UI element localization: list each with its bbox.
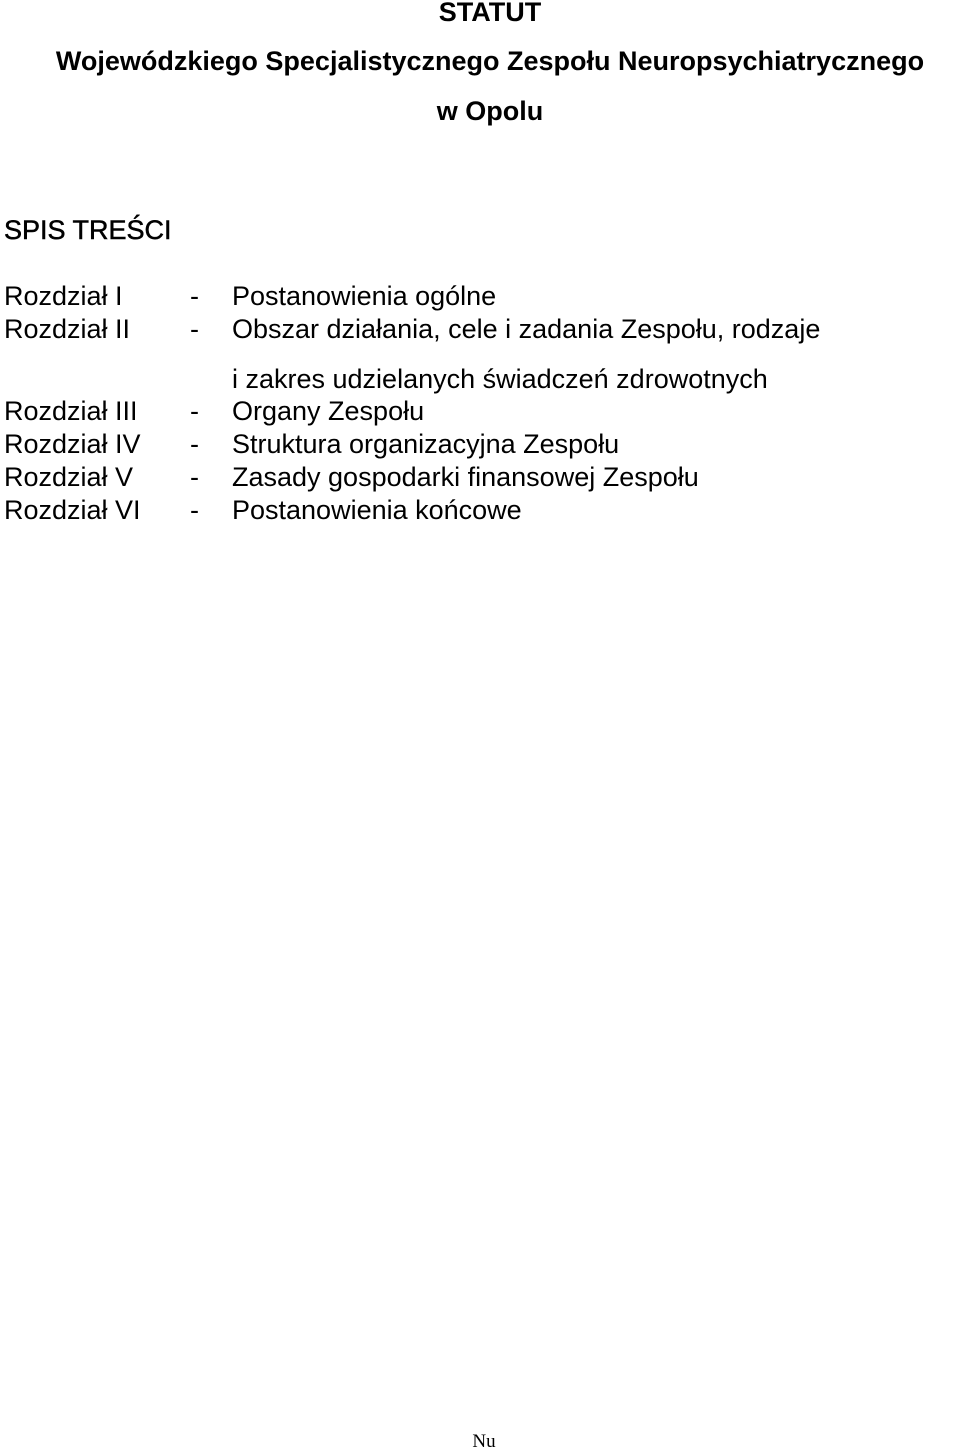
toc-chapter-title: Postanowienia ogólne [232, 281, 497, 311]
toc-separator: - [190, 429, 199, 459]
toc-separator: - [190, 281, 199, 311]
toc-chapter-label: Rozdział II [4, 314, 131, 344]
page-number: Nu [472, 1431, 496, 1452]
toc-separator: - [190, 495, 199, 525]
toc-separator: - [190, 314, 199, 344]
document-title: STATUT [438, 0, 542, 27]
toc-separator: - [190, 396, 199, 426]
document-location: w Opolu [436, 96, 544, 126]
toc-chapter-label: Rozdział I [4, 281, 123, 311]
toc-chapter-title-continuation: i zakres udzielanych świadczeń zdrowotnych [232, 364, 768, 394]
toc-chapter-title: Struktura organizacyjna Zespołu [232, 429, 620, 459]
toc-chapter-label: Rozdział IV [4, 429, 141, 459]
toc-chapter-label: Rozdział III [4, 396, 138, 426]
toc-chapter-title: Obszar działania, cele i zadania Zespołu, rodzaje [232, 314, 821, 344]
toc-chapter-label: Rozdział VI [4, 495, 141, 525]
toc-chapter-title: Zasady gospodarki finansowej Zespołu [232, 462, 699, 492]
toc-chapter-label: Rozdział V [4, 462, 134, 492]
toc-heading: SPIS TREŚCI [4, 215, 172, 245]
document-subtitle: Wojewódzkiego Specjalistycznego Zespołu Neuropsychiatrycznego [55, 46, 925, 76]
toc-chapter-title: Organy Zespołu [232, 396, 425, 426]
toc-separator: - [190, 462, 199, 492]
toc-chapter-title: Postanowienia końcowe [232, 495, 522, 525]
